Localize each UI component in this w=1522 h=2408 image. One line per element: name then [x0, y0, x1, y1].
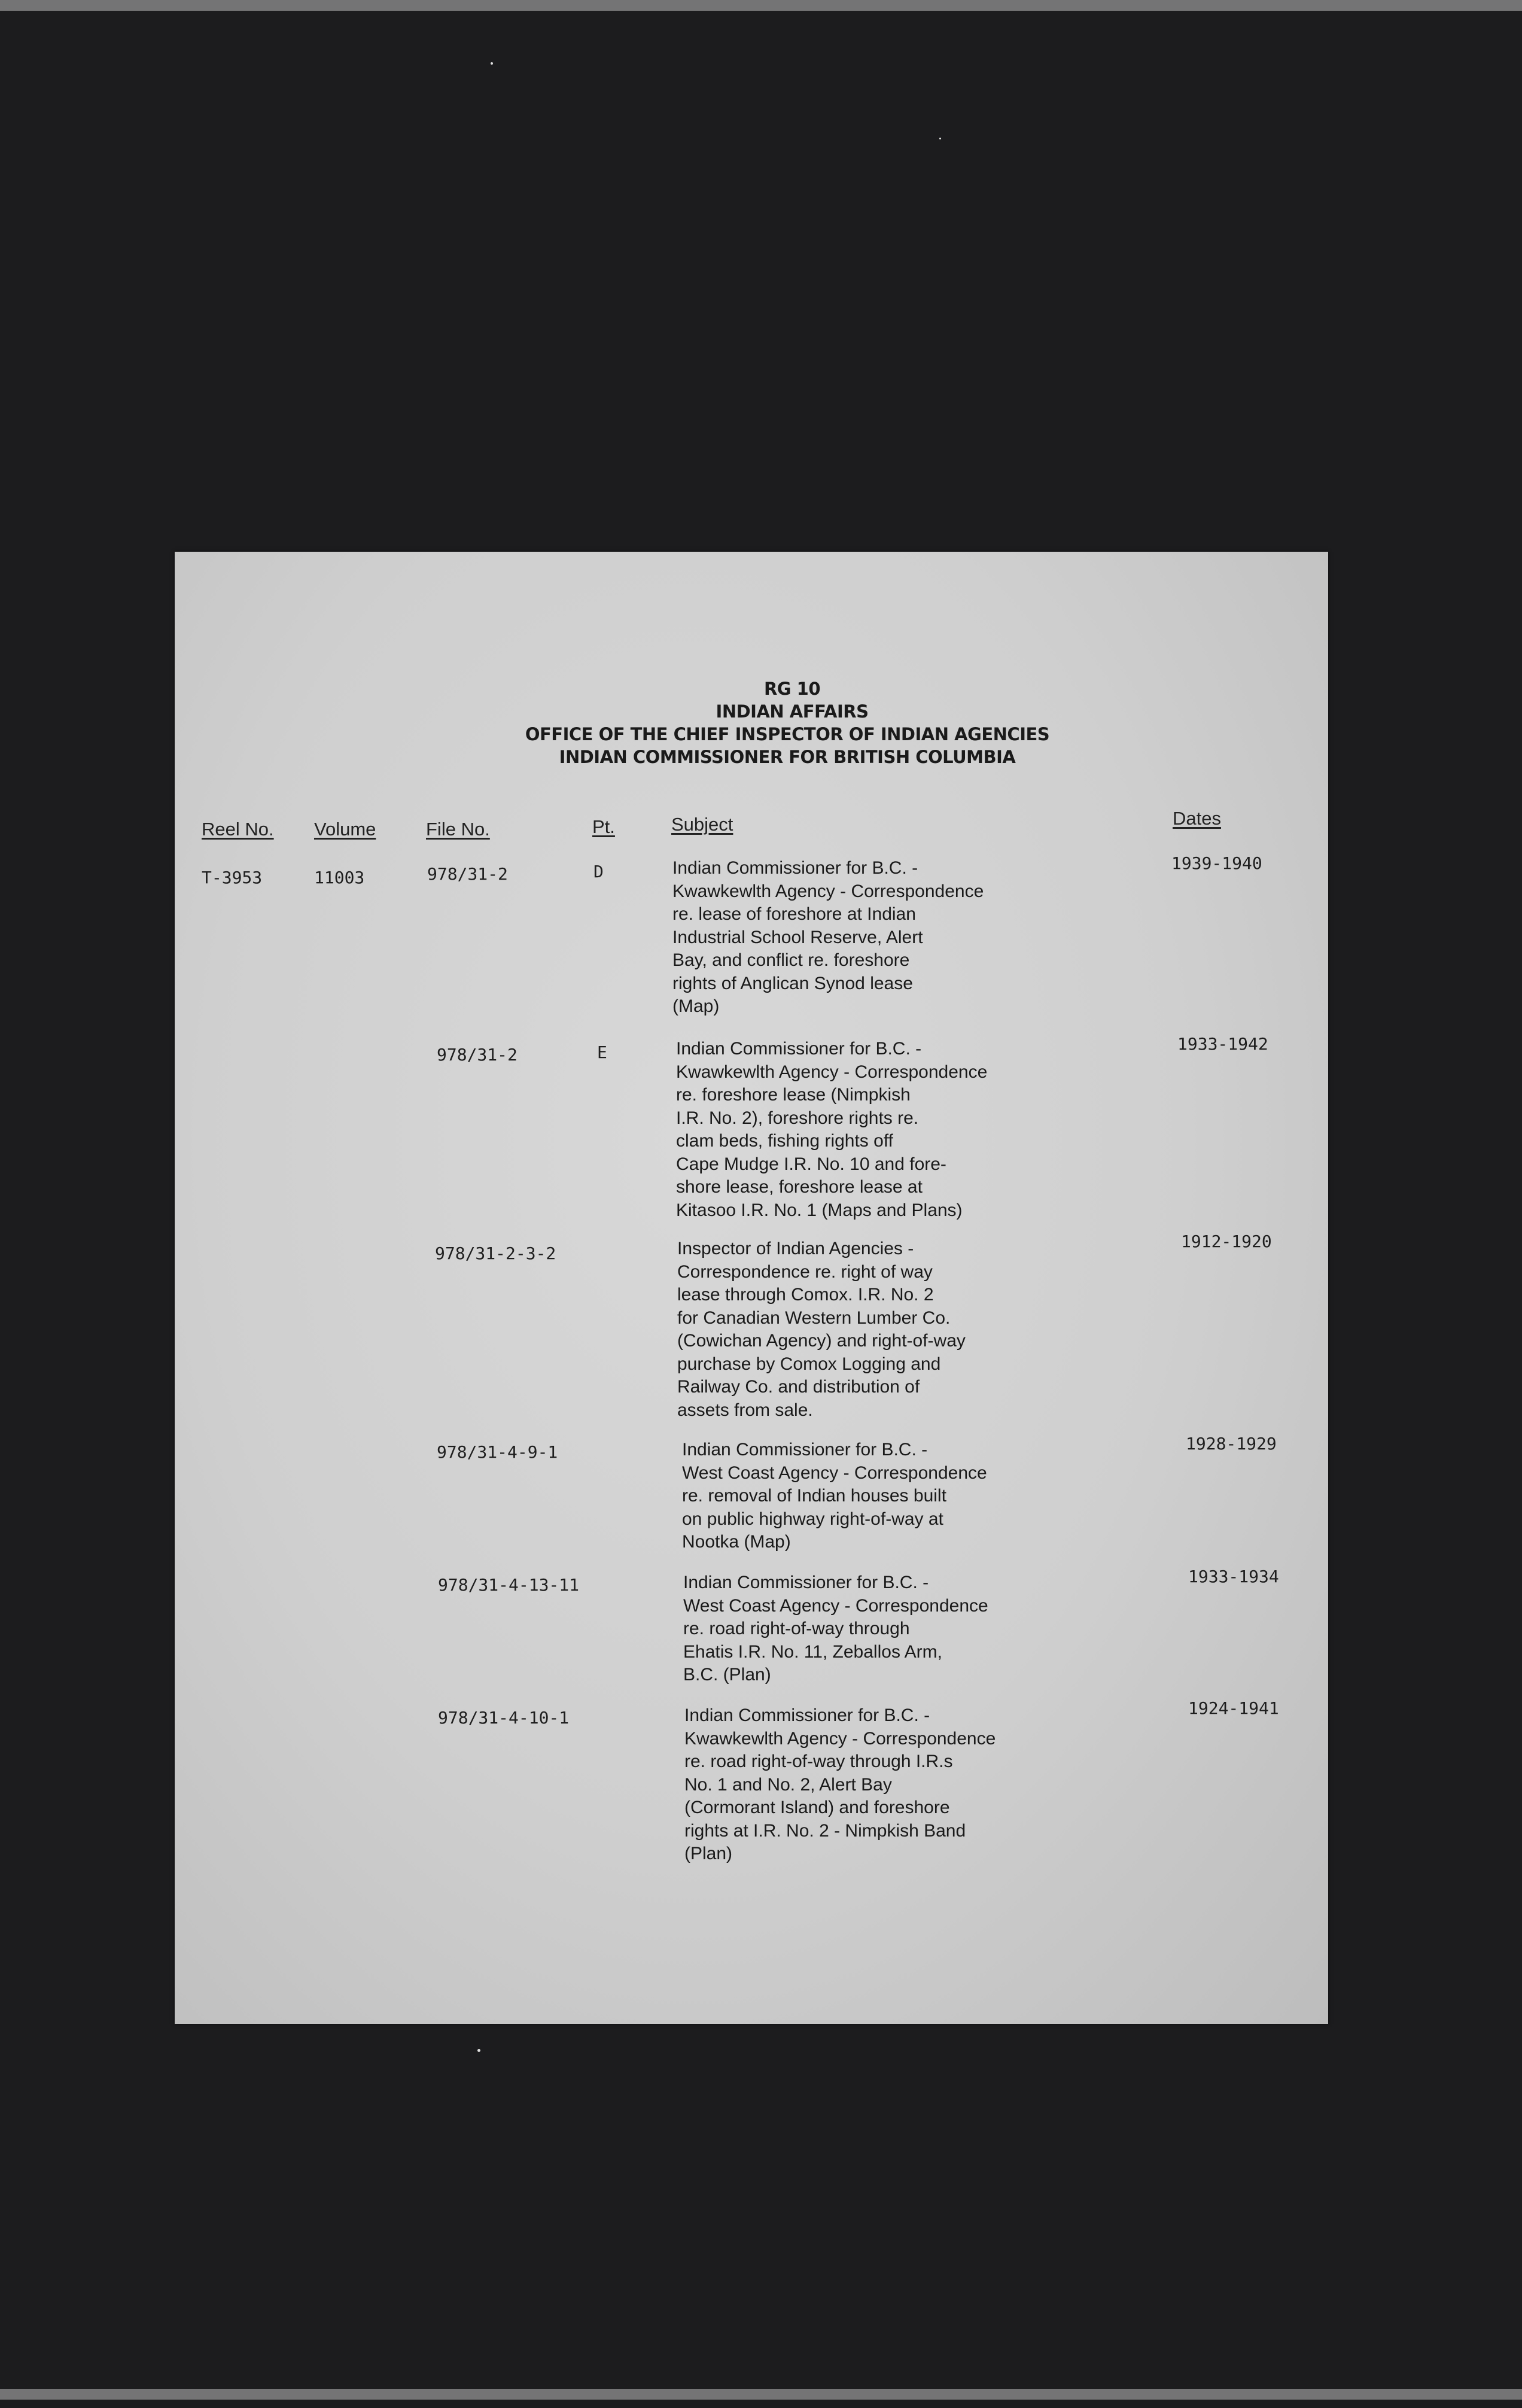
volume-number: 11003: [314, 868, 365, 887]
commissioner-title: INDIAN COMMISSIONER FOR BRITISH COLUMBIA: [559, 747, 1016, 767]
subject-entry: Indian Commissioner for B.C. - Kwawkewlth Agency - Correspondence re. road right-of-way through I.R.s No. 1 and No. 2, Alert Bay (Cormorant Island) and foreshore rights at I.R. No. 2 - Nimpkish Band (Plan): [684, 1705, 996, 1863]
office-title: OFFICE OF THE CHIEF INSPECTOR OF INDIAN AGENCIES: [525, 724, 1050, 744]
date-range: 1912-1920: [1181, 1232, 1272, 1251]
file-number: 978/31-2-3-2: [435, 1243, 556, 1263]
file-number: 978/31-4-10-1: [438, 1708, 570, 1728]
subject-entry: Indian Commissioner for B.C. - Kwawkewlth Agency - Correspondence re. foreshore lease (Nimpkish I.R. No. 2), foreshore rights re. clam beds, fishing rights off Cape Mudge I.R. No. 10 and fore- shore lease, foreshore lease at Kitasoo I.R. No. 1 (Maps and Plans): [676, 1039, 988, 1220]
subject-entry: Indian Commissioner for B.C. - Kwawkewlth Agency - Correspondence re. lease of foreshore at Indian Industrial School Reserve, Alert Bay, and conflict re. foreshore rights of Anglican Synod lease (Map): [672, 858, 984, 1016]
column-header-volume: Volume: [314, 819, 376, 840]
subject-entry: Indian Commissioner for B.C. - West Coast Agency - Correspondence re. removal of Indian houses built on public highway right-of-way at Nootka (Map): [682, 1440, 987, 1552]
date-range: 1933-1942: [1177, 1034, 1268, 1054]
department-title: INDIAN AFFAIRS: [716, 701, 869, 722]
part-letter: E: [597, 1042, 607, 1062]
part-letter: D: [593, 862, 604, 881]
film-edge-bottom: [0, 2389, 1522, 2400]
file-number: 978/31-2: [427, 864, 508, 884]
file-number: 978/31-2: [437, 1045, 518, 1065]
file-number: 978/31-4-9-1: [437, 1442, 558, 1462]
date-range: 1928-1929: [1186, 1434, 1277, 1454]
document-header: [175, 677, 1328, 768]
dust-speck: [939, 138, 941, 139]
column-header-pt: Pt.: [592, 816, 615, 837]
reel-number: T-3953: [202, 868, 263, 887]
file-number: 978/31-4-13-11: [438, 1575, 580, 1595]
dust-speck: [477, 2049, 480, 2052]
column-header-subject: Subject: [671, 814, 733, 835]
record-group: RG 10: [763, 679, 821, 699]
column-header-file: File No.: [426, 819, 490, 840]
column-header-reel: Reel No.: [202, 819, 274, 840]
subject-entry: Inspector of Indian Agencies - Correspondence re. right of way lease through Comox. I.R. No. 2 for Canadian Western Lumber Co. (Cowichan Agency) and right-of-way purchase by Comox Logging and Railway Co. and distribution of assets from sale.: [677, 1239, 966, 1420]
column-header-dates: Dates: [1173, 808, 1221, 829]
subject-entry: Indian Commissioner for B.C. - West Coast Agency - Correspondence re. road right-of-way through Ehatis I.R. No. 11, Zeballos Arm, B.C. (Plan): [683, 1573, 988, 1685]
date-range: 1924-1941: [1188, 1698, 1279, 1718]
dust-speck: [491, 62, 493, 65]
date-range: 1933-1934: [1188, 1567, 1279, 1586]
film-edge-top: [0, 0, 1522, 11]
document-page: [175, 552, 1328, 2024]
date-range: 1939-1940: [1171, 853, 1262, 873]
